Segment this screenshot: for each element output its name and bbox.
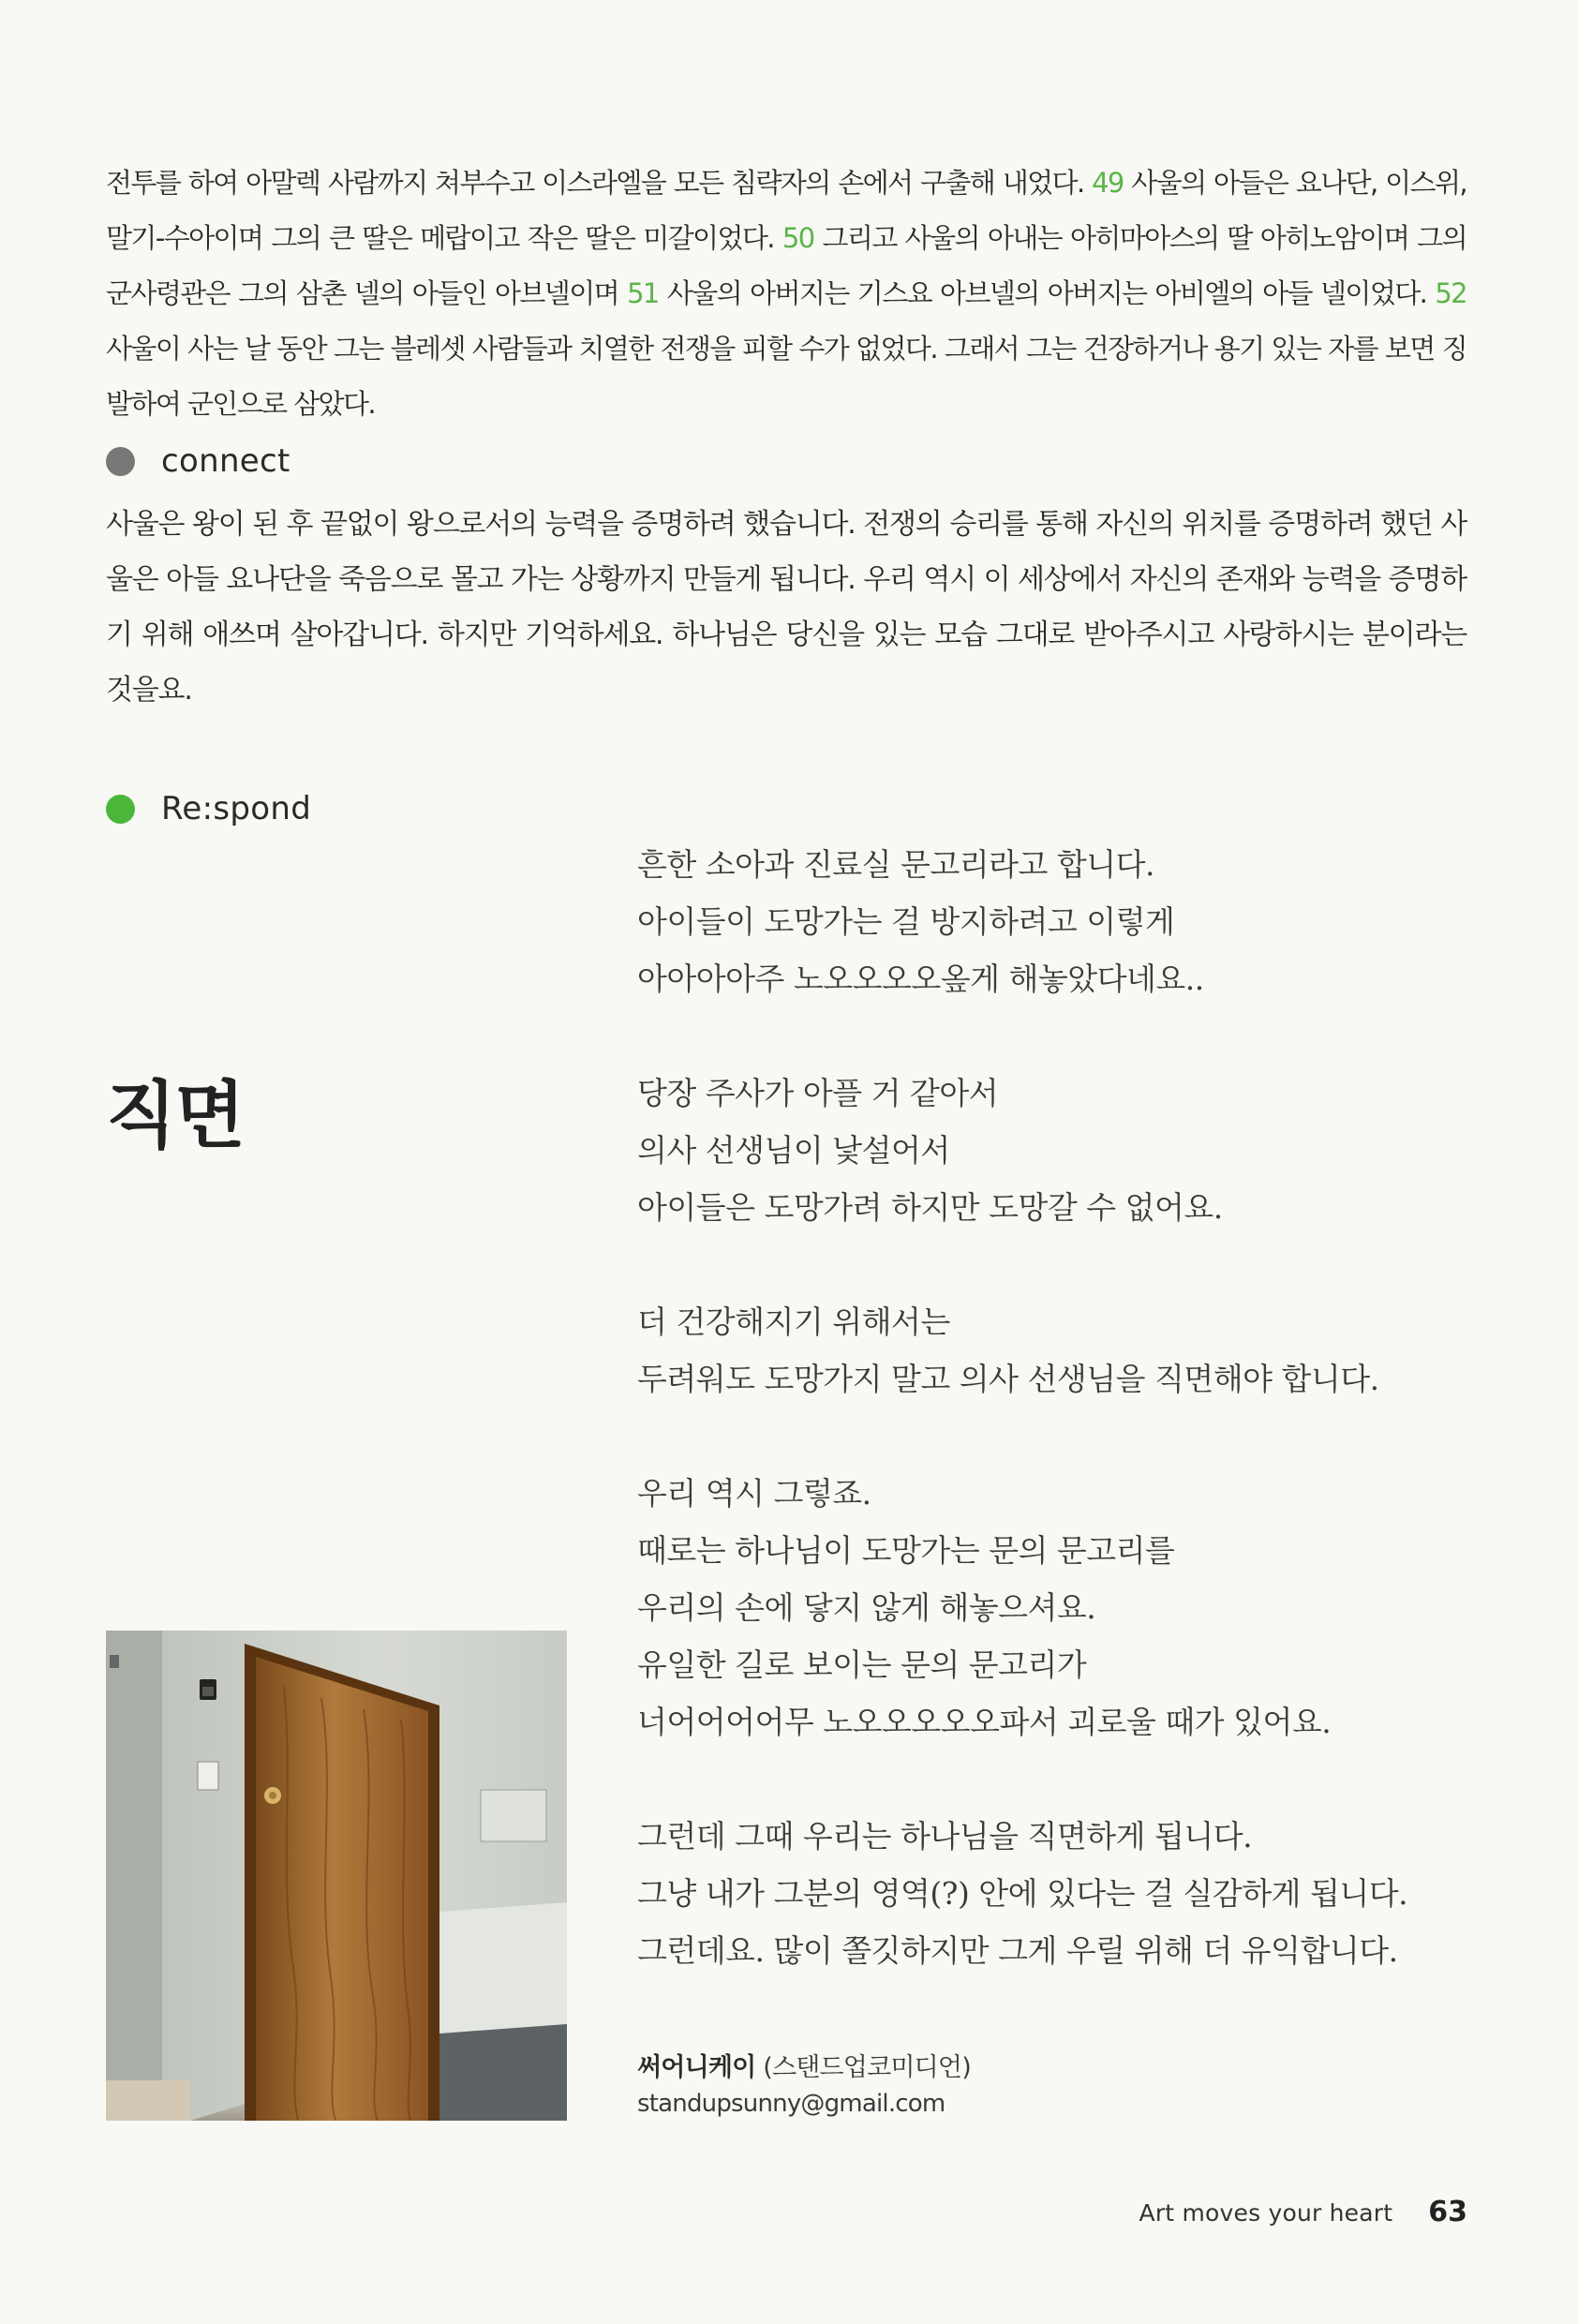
page-number: 63 (1428, 2196, 1467, 2228)
poem-line: 우리 역시 그렇죠. (637, 1475, 871, 1512)
author-email: standupsunny@gmail.com (637, 2090, 945, 2118)
poem-line: 당장 주사가 아플 거 같아서 (637, 1075, 999, 1111)
poem-line: 너어어어어무 노오오오오오파서 괴로울 때가 있어요. (637, 1704, 1332, 1740)
scripture-text: 사울의 아버지는 기스요 아브넬의 아버지는 아비엘의 아들 넬이었다. (658, 277, 1436, 309)
footer-tagline: Art moves your heart (1139, 2199, 1393, 2227)
door-photo-illustration (106, 1631, 567, 2121)
page-footer (1139, 2196, 1467, 2228)
connect-body: 사울은 왕이 된 후 끝없이 왕으로서의 능력을 증명하려 했습니다. 전쟁의 승리를 통해 자신의 위치를 증명하려 했던 사울은 아들 요나단을 죽음으로 몰고 가는 상황까지 만들게 됩니다. 우리 역시 이 세상에서 자신의 존재와 능력을 증명하기 위해 애쓰며 살아갑니다. 하지만 기억하세요. 하나님은 당신을 있는 모습 그대로 받아주시고 사랑하시는 분이라는 것을요. (106, 508, 1466, 707)
verse-number-50: 50 (782, 222, 814, 254)
author-name: 써어니케이 (637, 2053, 756, 2082)
scripture-text: 그리고 사울의 아내는 아히마아스의 딸 아히노암이며 그의 군사령관은 그의 삼촌 넬의 아들인 아브넬이며 (106, 222, 1467, 309)
poem-stanza (637, 836, 1481, 1007)
poem-line: 아아아아주 노오오오오옾게 해놓았다네요.. (637, 961, 1204, 997)
poem-line: 더 건강해지기 위해서는 (637, 1304, 950, 1340)
poem-line: 그런데 그때 우리는 하나님을 직면하게 됩니다. (637, 1818, 1253, 1855)
scripture-text: 전투를 하여 아말렉 사람까지 쳐부수고 이스라엘을 모든 침략자의 손에서 구출해 내었다. (106, 167, 1093, 199)
poem-line: 두려워도 도망가지 말고 의사 선생님을 직면해야 합니다. (637, 1361, 1379, 1397)
scripture-text: 사울의 아들은 요나단, 이스위, 말기-수아이며 그의 큰 딸은 메랍이고 작은 딸은 미갈이었다. (106, 167, 1467, 254)
poem-line: 그냥 내가 그분의 영역(?) 안에 있다는 걸 실감하게 됩니다. (637, 1875, 1408, 1912)
poem-line: 의사 선생님이 낯설어서 (637, 1132, 950, 1169)
poem-line: 우리의 손에 닿지 않게 해놓으셔요. (637, 1589, 1096, 1626)
poem-line: 아이들은 도망가려 하지만 도망갈 수 없어요. (637, 1189, 1223, 1226)
poem-line: 흔한 소아과 진료실 문고리라고 합니다. (637, 846, 1154, 883)
scripture-text: 사울이 사는 날 동안 그는 블레셋 사람들과 치열한 전쟁을 피할 수가 없었다. 그래서 그는 건장하거나 용기 있는 자를 보면 징발하여 군인으로 삼았다. (106, 333, 1466, 420)
poem-stanza (637, 1293, 1481, 1408)
poem-stanza (637, 1808, 1481, 1979)
poem-stanza (637, 1065, 1481, 1236)
door-photo (106, 1631, 567, 2121)
scripture-passage (106, 156, 1466, 432)
connect-heading (106, 442, 290, 480)
bullet-dot-icon (106, 795, 135, 824)
author-credit (637, 2050, 971, 2122)
author-role: (스탠드업코미디언) (755, 2053, 971, 2082)
verse-number-52: 52 (1435, 277, 1467, 309)
poem-line: 때로는 하나님이 도망가는 문의 문고리를 (637, 1532, 1175, 1569)
respond-title: 직면 (106, 1073, 244, 1158)
poem-stanza (637, 1465, 1481, 1750)
poem-line: 유일한 길로 보이는 문의 문고리가 (637, 1646, 1087, 1683)
respond-label: Re:spond (161, 790, 312, 827)
verse-number-51: 51 (627, 277, 659, 309)
respond-heading (106, 790, 311, 827)
connect-label: connect (161, 442, 290, 480)
verse-number-49: 49 (1092, 167, 1124, 199)
poem (637, 836, 1481, 2036)
poem-line: 아이들이 도망가는 걸 방지하려고 이렇게 (637, 903, 1175, 940)
bullet-dot-icon (106, 447, 135, 476)
poem-line: 그런데요. 많이 쫄깃하지만 그게 우릴 위해 더 유익합니다. (637, 1932, 1398, 1969)
